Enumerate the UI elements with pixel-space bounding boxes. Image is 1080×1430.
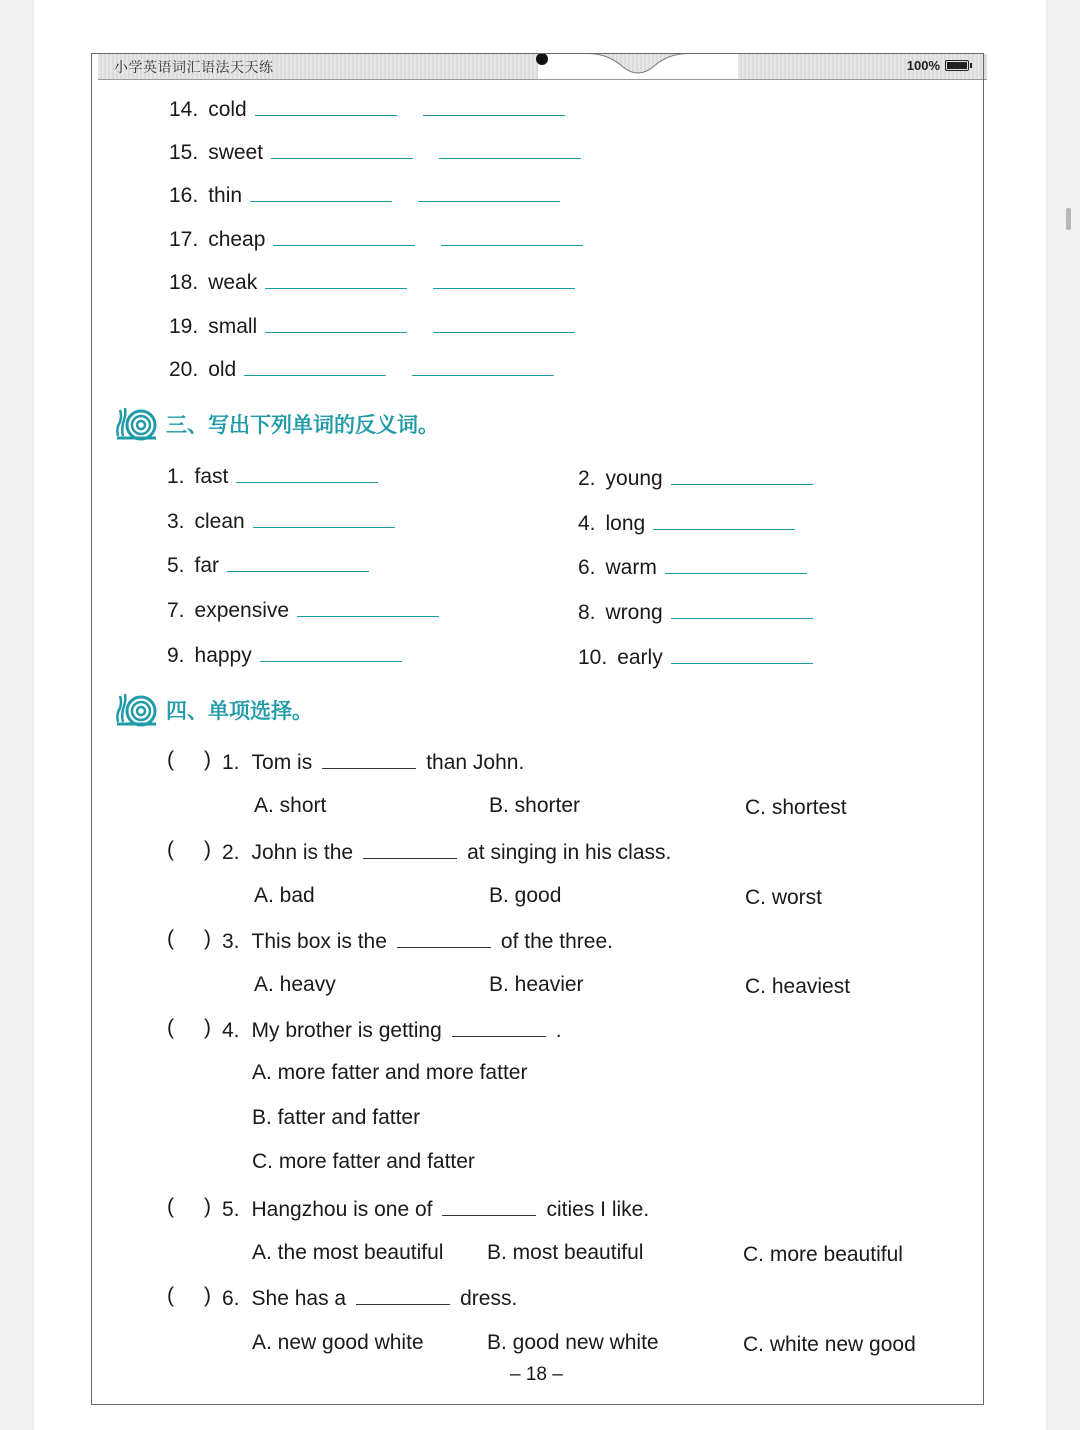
item-word: young (605, 467, 663, 490)
answer-blank[interactable] (671, 598, 813, 619)
question-text-before: John is the (251, 841, 354, 864)
item-word: cold (208, 98, 247, 121)
item-number: 19. (169, 315, 199, 338)
question-number: 3. (222, 930, 240, 953)
item-word: fast (194, 465, 229, 488)
answer-blank[interactable] (671, 643, 813, 664)
question-stem (222, 748, 524, 775)
answer-blank-superlative[interactable] (423, 95, 565, 116)
item-word: expensive (194, 599, 290, 622)
snail-icon (114, 406, 158, 442)
answer-blank-comparative[interactable] (265, 312, 407, 333)
answer-blank[interactable] (253, 507, 395, 528)
question-text-before: Hangzhou is one of (251, 1198, 433, 1221)
question-stem (222, 1195, 649, 1222)
option[interactable]: C. white new good (743, 1333, 916, 1356)
option[interactable]: C. more beautiful (743, 1243, 903, 1266)
question-text-before: Tom is (251, 751, 313, 774)
item-word: small (208, 315, 258, 338)
question-number: 5. (222, 1198, 240, 1221)
list-item (578, 553, 807, 580)
list-item (167, 596, 439, 623)
question-number: 1. (222, 751, 240, 774)
item-word: old (208, 358, 237, 381)
question-blank (452, 1016, 546, 1037)
item-word: early (617, 646, 663, 669)
answer-blank[interactable] (653, 509, 795, 530)
question-text-after: cities I like. (546, 1198, 650, 1221)
item-word: cheap (208, 228, 266, 251)
item-number: 14. (169, 98, 199, 121)
answer-blank[interactable] (665, 553, 807, 574)
answer-blank-comparative[interactable] (250, 181, 392, 202)
answer-paren-close: ) (204, 838, 211, 861)
item-word: happy (194, 644, 252, 667)
question-text-after: dress. (460, 1287, 518, 1310)
answer-blank[interactable] (260, 641, 402, 662)
option[interactable]: C. shortest (745, 796, 847, 819)
answer-paren-close: ) (204, 1195, 211, 1218)
option[interactable]: B. good (489, 884, 562, 907)
answer-paren-close: ) (204, 927, 211, 950)
item-number: 8. (578, 601, 596, 624)
option[interactable]: C. heaviest (745, 975, 851, 998)
list-item (578, 643, 813, 670)
item-number: 10. (578, 646, 608, 669)
item-word: weak (208, 271, 258, 294)
answer-paren-open: ( (167, 1195, 174, 1218)
option[interactable]: B. good new white (487, 1331, 659, 1354)
answer-blank[interactable] (236, 462, 378, 483)
option[interactable]: B. shorter (489, 794, 581, 817)
option[interactable]: A. heavy (254, 973, 336, 996)
list-item (169, 138, 581, 165)
answer-paren-close: ) (204, 1284, 211, 1307)
option[interactable]: A. bad (254, 884, 315, 907)
section-3-title: 三、写出下列单词的反义词。 (166, 413, 439, 437)
answer-paren-open: ( (167, 1284, 174, 1307)
answer-blank-comparative[interactable] (273, 225, 415, 246)
question-stem (222, 1284, 517, 1311)
answer-blank-comparative[interactable] (244, 355, 386, 376)
list-item (169, 95, 565, 122)
answer-blank-superlative[interactable] (418, 181, 560, 202)
answer-blank-superlative[interactable] (441, 225, 583, 246)
question-text-after: . (555, 1019, 562, 1042)
item-number: 3. (167, 510, 185, 533)
answer-blank[interactable] (227, 551, 369, 572)
question-text-before: She has a (251, 1287, 347, 1310)
item-number: 17. (169, 228, 199, 251)
answer-blank[interactable] (297, 596, 439, 617)
page-number: – 18 – (510, 1364, 563, 1385)
question-blank (397, 927, 491, 948)
question-text-after: of the three. (500, 930, 613, 953)
question-stem (222, 927, 613, 954)
answer-slot[interactable] (180, 838, 202, 862)
question-stem (222, 838, 671, 865)
question-blank (356, 1284, 450, 1305)
scrollbar-thumb[interactable] (1066, 208, 1071, 230)
answer-blank-comparative[interactable] (255, 95, 397, 116)
option[interactable]: A. short (254, 794, 327, 817)
header-title: 小学英语词汇语法天天练 (114, 60, 274, 76)
item-number: 16. (169, 184, 199, 207)
option[interactable]: C. more fatter and fatter (252, 1150, 475, 1173)
answer-paren-open: ( (167, 1016, 174, 1039)
answer-blank-comparative[interactable] (271, 138, 413, 159)
answer-blank-comparative[interactable] (265, 268, 407, 289)
list-item (169, 268, 575, 295)
answer-paren-open: ( (167, 927, 174, 950)
answer-slot[interactable] (180, 748, 202, 772)
section-4-title: 四、单项选择。 (166, 699, 313, 723)
question-text-after: than John. (426, 751, 525, 774)
question-text-before: This box is the (251, 930, 387, 953)
answer-paren-open: ( (167, 838, 174, 861)
item-number: 18. (169, 271, 199, 294)
battery-label: 100% (906, 58, 940, 73)
item-word: sweet (208, 141, 264, 164)
list-item (578, 464, 813, 491)
item-word: warm (605, 556, 657, 579)
item-number: 7. (167, 599, 185, 622)
item-word: thin (208, 184, 243, 207)
list-item (169, 225, 583, 252)
option[interactable]: B. fatter and fatter (252, 1106, 421, 1129)
answer-paren-close: ) (204, 748, 211, 771)
answer-slot[interactable] (180, 927, 202, 951)
question-text-after: at singing in his class. (467, 841, 672, 864)
answer-paren-close: ) (204, 1016, 211, 1039)
option[interactable]: A. the most beautiful (252, 1241, 444, 1264)
question-blank (363, 838, 457, 859)
item-word: far (194, 554, 220, 577)
list-item (169, 181, 560, 208)
list-item (169, 312, 575, 339)
item-number: 2. (578, 467, 596, 490)
list-item (578, 509, 795, 536)
item-number: 9. (167, 644, 185, 667)
answer-blank-superlative[interactable] (433, 268, 575, 289)
section-4-heading (114, 692, 313, 728)
list-item (578, 598, 813, 625)
item-word: wrong (605, 601, 663, 624)
item-number: 15. (169, 141, 199, 164)
item-word: clean (194, 510, 245, 533)
answer-blank-superlative[interactable] (412, 355, 554, 376)
answer-blank[interactable] (671, 464, 813, 485)
list-item (167, 507, 395, 534)
list-item (167, 462, 378, 489)
question-number: 6. (222, 1287, 240, 1310)
option[interactable]: B. most beautiful (487, 1241, 644, 1264)
list-item (167, 551, 369, 578)
option[interactable]: B. heavier (489, 973, 584, 996)
section-3-heading (114, 406, 439, 442)
snail-icon (114, 692, 158, 728)
option[interactable]: C. worst (745, 886, 823, 909)
question-stem (222, 1016, 562, 1043)
list-item (167, 641, 402, 668)
item-number: 6. (578, 556, 596, 579)
answer-slot[interactable] (180, 1195, 202, 1219)
item-word: long (605, 512, 646, 535)
item-number: 4. (578, 512, 596, 535)
question-number: 2. (222, 841, 240, 864)
option[interactable]: A. more fatter and more fatter (252, 1061, 528, 1084)
answer-slot[interactable] (180, 1284, 202, 1308)
answer-blank-superlative[interactable] (433, 312, 575, 333)
answer-blank-superlative[interactable] (439, 138, 581, 159)
item-number: 1. (167, 465, 185, 488)
item-number: 5. (167, 554, 185, 577)
question-number: 4. (222, 1019, 240, 1042)
option[interactable]: A. new good white (252, 1331, 424, 1354)
question-blank (442, 1195, 536, 1216)
answer-slot[interactable] (180, 1016, 202, 1040)
question-blank (322, 748, 416, 769)
list-item (169, 355, 554, 382)
item-number: 20. (169, 358, 199, 381)
answer-paren-open: ( (167, 748, 174, 771)
question-text-before: My brother is getting (251, 1019, 442, 1042)
